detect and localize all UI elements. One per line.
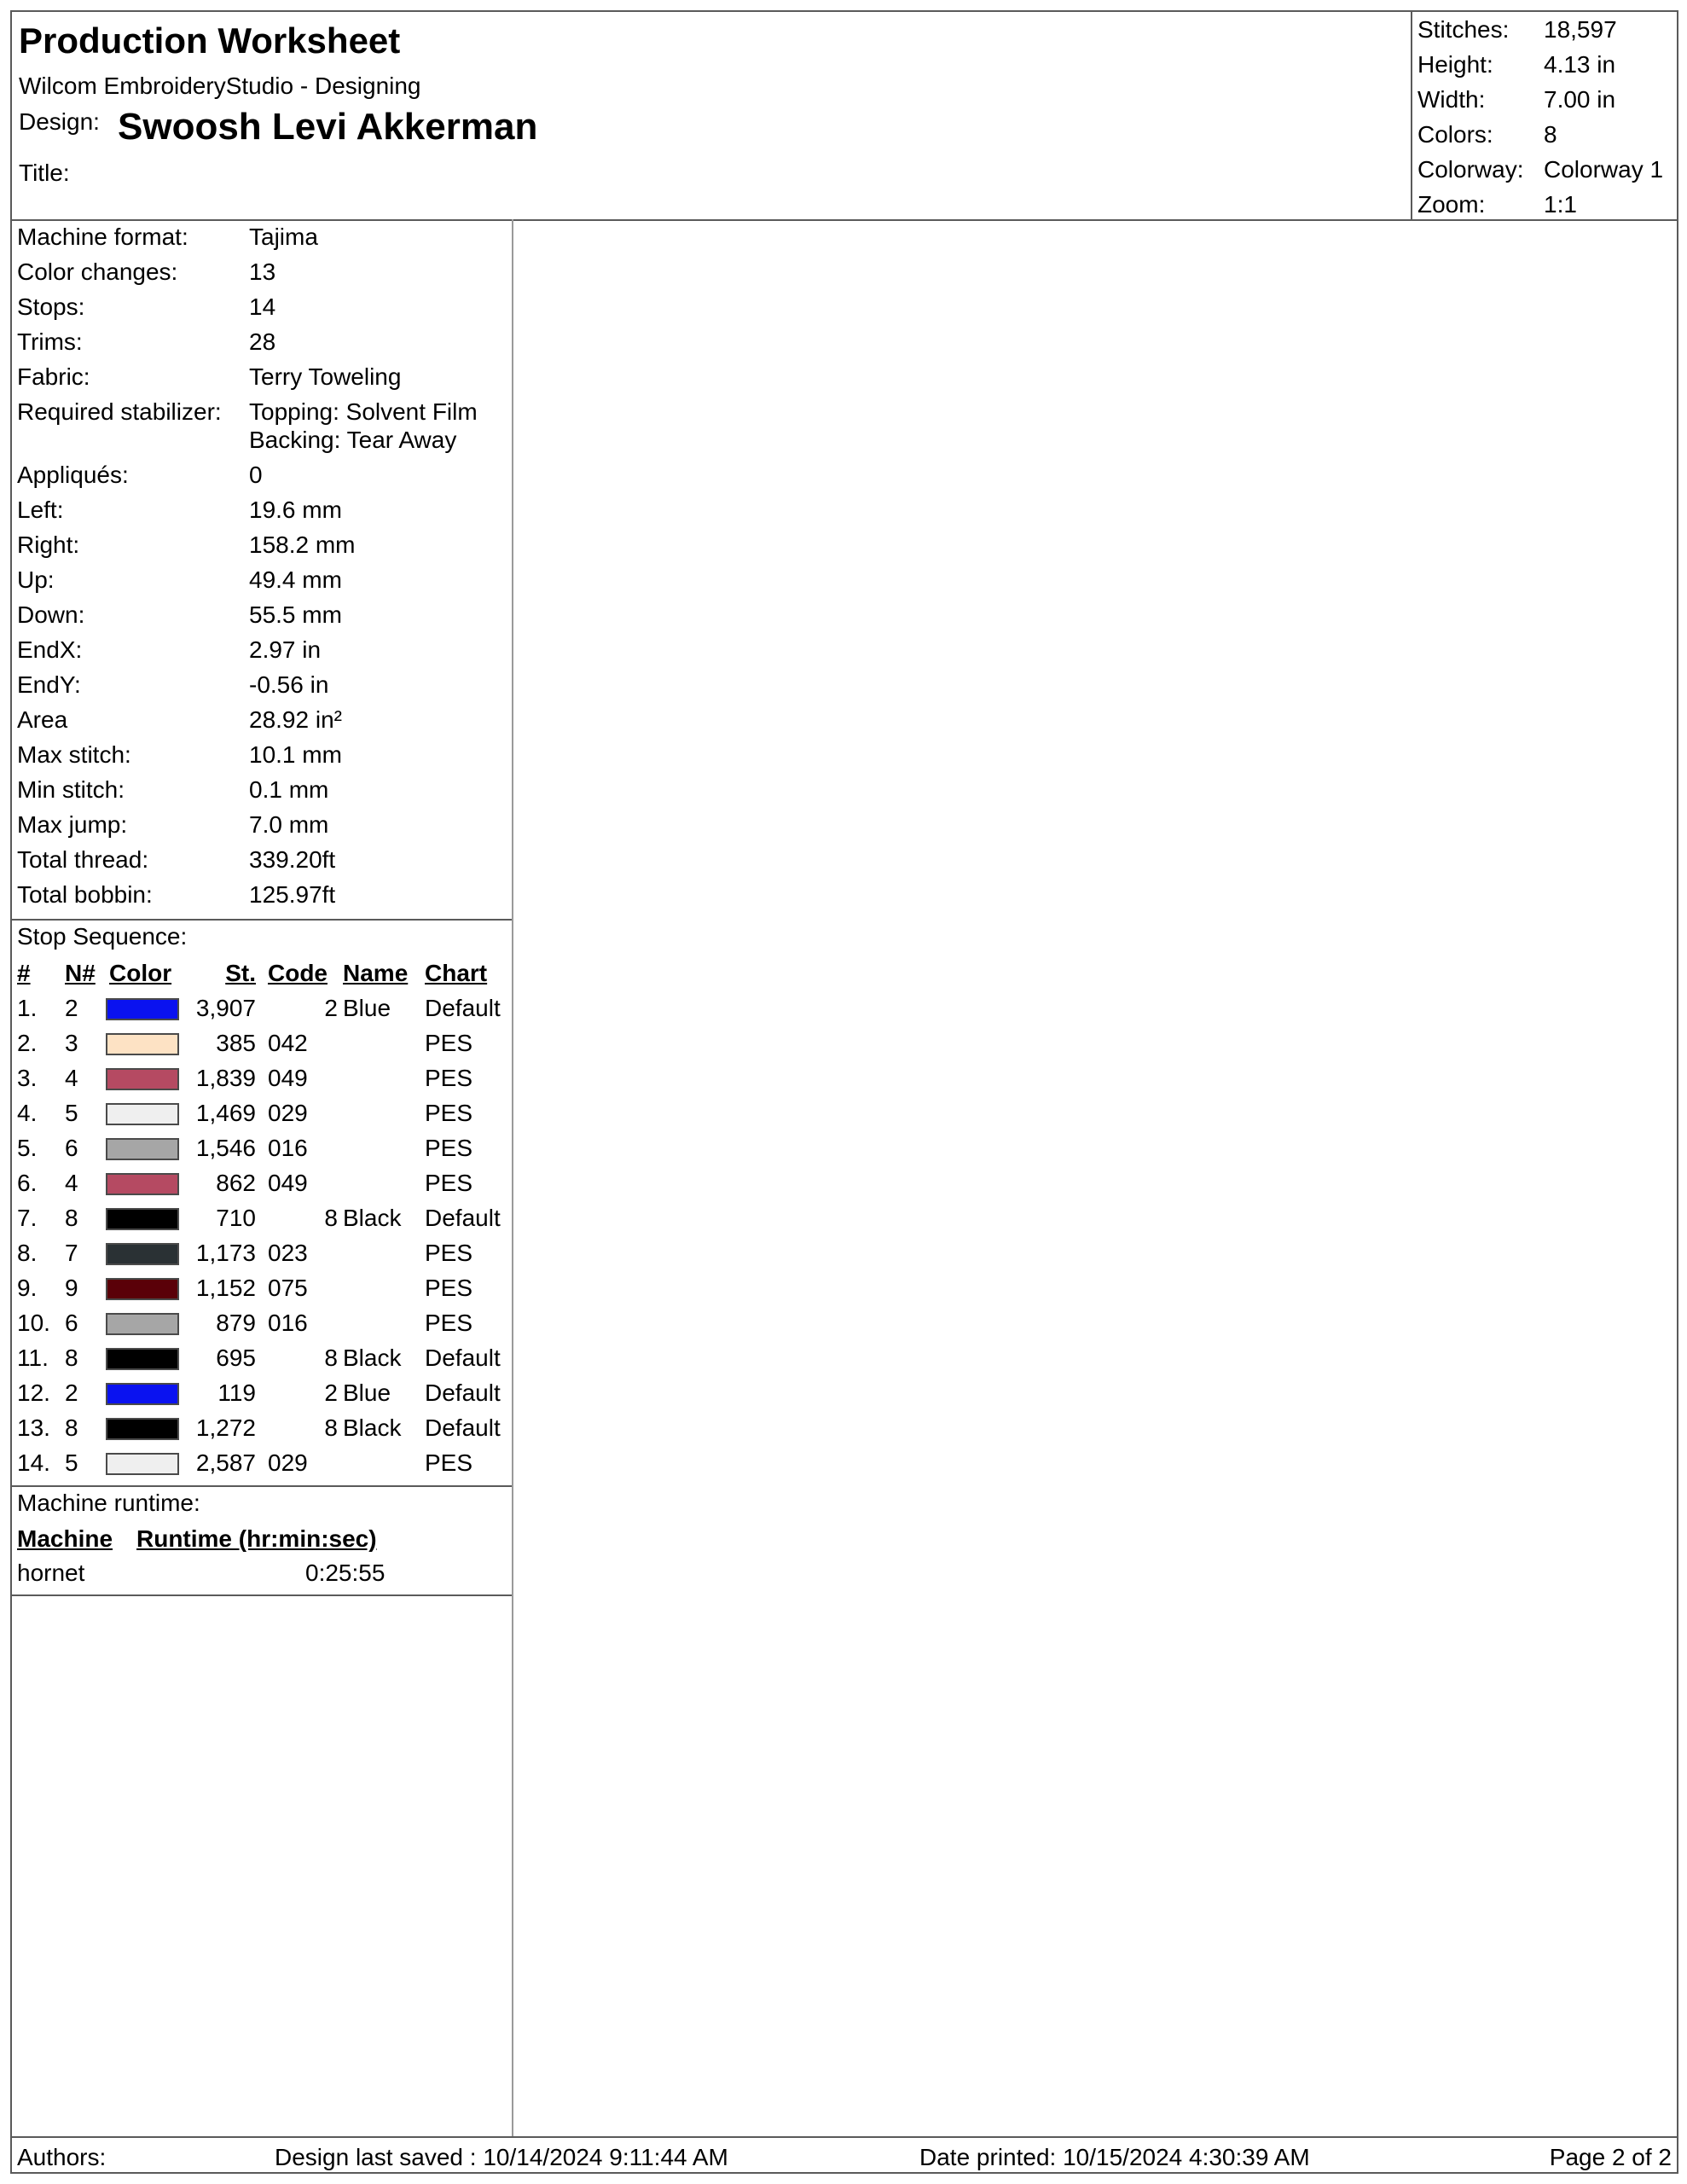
stop-number: 14. [17,1449,50,1476]
title-label: Title: [19,160,70,186]
col-header-machine: Machine [17,1525,113,1552]
stat-value: 4.13 in [1544,51,1616,78]
thread-chart: Default [425,995,501,1021]
info-value: 28.92 in² [249,706,342,733]
col-header-code: Code [268,960,328,986]
section-divider [12,1485,512,1487]
info-label: Total thread: [17,846,149,873]
info-value: 13 [249,258,276,285]
worksheet-page [10,10,1678,2174]
info-label: Color changes: [17,258,178,285]
stop-number: 7. [17,1205,38,1231]
info-label: Total bobbin: [17,881,153,908]
stat-row [1412,14,1678,49]
stop-number: 10. [17,1310,50,1336]
col-header-name: Name [343,960,409,986]
thread-code: 2 [324,995,338,1021]
stop-sequence-title: Stop Sequence: [17,923,188,950]
stop-sequence-header [12,957,512,992]
thread-code: 075 [268,1275,308,1301]
info-label: Appliqués: [17,462,129,488]
color-swatch [106,1068,179,1090]
stop-number: 8. [17,1240,38,1266]
stitch-count: 710 [216,1205,256,1231]
stop-number: 2. [17,1030,38,1056]
stat-value: 8 [1544,121,1557,148]
info-value: 339.20ft [249,846,336,873]
color-swatch [106,1313,179,1335]
thread-code: 042 [268,1030,308,1056]
thread-code: 8 [324,1414,338,1441]
stat-label: Stitches: [1417,16,1510,43]
table-row [12,1272,512,1307]
app-subtitle: Wilcom EmbroideryStudio - Designing [19,73,421,99]
needle-number: 3 [65,1030,78,1056]
thread-chart: PES [425,1100,473,1126]
color-swatch [106,1348,179,1370]
needle-number: 2 [65,995,78,1021]
section-divider [12,1594,512,1596]
info-label: Area [17,706,68,733]
table-row [12,1307,512,1342]
thread-chart: PES [425,1065,473,1091]
stat-value: 1:1 [1544,191,1577,218]
color-swatch [106,1033,179,1055]
stop-number: 9. [17,1275,38,1301]
stitch-count: 1,469 [195,1100,256,1126]
table-row [12,1062,512,1097]
authors-label: Authors: [17,2144,107,2170]
info-value: Tajima [249,224,318,250]
thread-code: 8 [324,1205,338,1231]
stitch-count: 862 [216,1170,256,1196]
stat-row [1412,84,1678,119]
stat-row [1412,49,1678,84]
section-divider [12,919,512,921]
stop-number: 3. [17,1065,38,1091]
info-label: Right: [17,531,80,558]
needle-number: 8 [65,1414,78,1441]
thread-chart: PES [425,1310,473,1336]
stop-number: 12. [17,1380,50,1406]
stat-label: Zoom: [1417,191,1486,218]
info-value: 10.1 mm [249,741,342,768]
stat-value: Colorway 1 [1544,156,1664,183]
info-label: Down: [17,601,85,628]
stitch-count: 3,907 [195,995,256,1021]
info-value: 125.97ft [249,881,336,908]
info-value: 55.5 mm [249,601,342,628]
thread-code: 2 [324,1380,338,1406]
info-label: Left: [17,497,64,523]
info-value: Terry Toweling [249,363,402,390]
info-value: -0.56 in [249,671,329,698]
last-saved-date: Design last saved : 10/14/2024 9:11:44 AM [275,2144,728,2170]
info-value: 0.1 mm [249,776,329,803]
info-label: Machine format: [17,224,188,250]
needle-number: 5 [65,1100,78,1126]
thread-chart: Default [425,1380,501,1406]
design-stats-box [1411,12,1678,219]
col-header-color: Color [109,960,172,986]
stop-number: 4. [17,1100,38,1126]
thread-chart: Default [425,1414,501,1441]
thread-code: 049 [268,1170,308,1196]
needle-number: 4 [65,1065,78,1091]
machine-runtime: 0:25:55 [305,1560,386,1586]
stat-row [1412,189,1678,224]
thread-chart: Default [425,1345,501,1371]
info-label: Fabric: [17,363,90,390]
stitch-count: 1,272 [195,1414,256,1441]
date-printed: Date printed: 10/15/2024 4:30:39 AM [919,2144,1310,2170]
thread-chart: PES [425,1449,473,1476]
thread-code: 016 [268,1310,308,1336]
info-value: Topping: Solvent Film [249,398,478,425]
thread-name: Black [343,1414,402,1441]
info-label: Required stabilizer: [17,398,222,425]
stat-value: 7.00 in [1544,86,1616,113]
stitch-count: 1,152 [195,1275,256,1301]
thread-name: Blue [343,995,391,1021]
thread-code: 8 [324,1345,338,1371]
thread-code: 029 [268,1449,308,1476]
stat-row [1412,154,1678,189]
info-label: Up: [17,566,55,593]
table-row [12,1202,512,1237]
info-label: EndY: [17,671,81,698]
col-header-chart: Chart [425,960,488,986]
info-label: EndX: [17,636,83,663]
needle-number: 6 [65,1310,78,1336]
stop-number: 6. [17,1170,38,1196]
info-value: 158.2 mm [249,531,356,558]
thread-chart: PES [425,1170,473,1196]
needle-number: 8 [65,1205,78,1231]
color-swatch [106,1208,179,1230]
info-value-secondary: Backing: Tear Away [249,427,457,453]
info-value: 49.4 mm [249,566,342,593]
color-swatch [106,1243,179,1265]
stat-label: Height: [1417,51,1493,78]
stitch-count: 1,839 [195,1065,256,1091]
design-name: Swoosh Levi Akkerman [118,106,538,148]
stat-label: Colors: [1417,121,1493,148]
stop-number: 1. [17,995,38,1021]
stat-label: Colorway: [1417,156,1524,183]
table-row [12,1447,512,1482]
thread-code: 049 [268,1065,308,1091]
color-swatch [106,1278,179,1300]
info-label: Max stitch: [17,741,131,768]
stat-value: 18,597 [1544,16,1617,43]
needle-number: 7 [65,1240,78,1266]
info-value: 19.6 mm [249,497,342,523]
thread-name: Blue [343,1380,391,1406]
thread-name: Black [343,1345,402,1371]
info-value: 2.97 in [249,636,322,663]
thread-chart: PES [425,1135,473,1161]
page-title: Production Worksheet [19,20,401,61]
stitch-count: 879 [216,1310,256,1336]
stat-row [1412,119,1678,154]
runtime-title: Machine runtime: [17,1490,200,1516]
details-panel [12,219,513,2136]
stitch-count: 695 [216,1345,256,1371]
thread-chart: Default [425,1205,501,1231]
page-footer [12,2136,1677,2175]
needle-number: 2 [65,1380,78,1406]
table-row [12,1097,512,1132]
color-swatch [106,998,179,1020]
stitch-count: 2,587 [195,1449,256,1476]
info-label: Trims: [17,328,83,355]
stop-number: 5. [17,1135,38,1161]
info-value: 28 [249,328,276,355]
col-header-needle: N# [65,960,96,986]
needle-number: 4 [65,1170,78,1196]
needle-number: 5 [65,1449,78,1476]
table-row [12,1412,512,1447]
design-label: Design: [19,108,100,135]
col-header-runtime: Runtime (hr:min:sec) [136,1525,377,1552]
color-swatch [106,1173,179,1195]
worksheet-header [12,12,1677,221]
thread-chart: PES [425,1030,473,1056]
needle-number: 9 [65,1275,78,1301]
color-swatch [106,1383,179,1405]
thread-chart: PES [425,1240,473,1266]
table-row [12,1342,512,1377]
stop-number: 11. [17,1345,49,1371]
table-row [12,992,512,1027]
thread-code: 023 [268,1240,308,1266]
thread-chart: PES [425,1275,473,1301]
stitch-count: 119 [217,1380,256,1406]
info-label: Max jump: [17,811,128,838]
needle-number: 8 [65,1345,78,1371]
color-swatch [106,1138,179,1160]
stop-number: 13. [17,1414,50,1441]
col-header-num: # [17,960,31,986]
info-value: 0 [249,462,263,488]
thread-code: 016 [268,1135,308,1161]
stat-label: Width: [1417,86,1486,113]
color-swatch [106,1103,179,1125]
table-row [12,1132,512,1167]
machine-name: hornet [17,1560,85,1586]
page-number: Page 2 of 2 [1549,2144,1672,2170]
table-row [12,1167,512,1202]
stitch-count: 385 [216,1030,256,1056]
table-row [12,1027,512,1062]
thread-name: Black [343,1205,402,1231]
info-value: 14 [249,293,276,320]
table-row [12,1237,512,1272]
info-value: 7.0 mm [249,811,329,838]
table-row [12,1377,512,1412]
stitch-count: 1,173 [195,1240,256,1266]
color-swatch [106,1418,179,1440]
color-swatch [106,1453,179,1475]
needle-number: 6 [65,1135,78,1161]
info-label: Stops: [17,293,85,320]
col-header-stitches: St. [225,960,256,986]
stitch-count: 1,546 [195,1135,256,1161]
thread-code: 029 [268,1100,308,1126]
info-label: Min stitch: [17,776,125,803]
